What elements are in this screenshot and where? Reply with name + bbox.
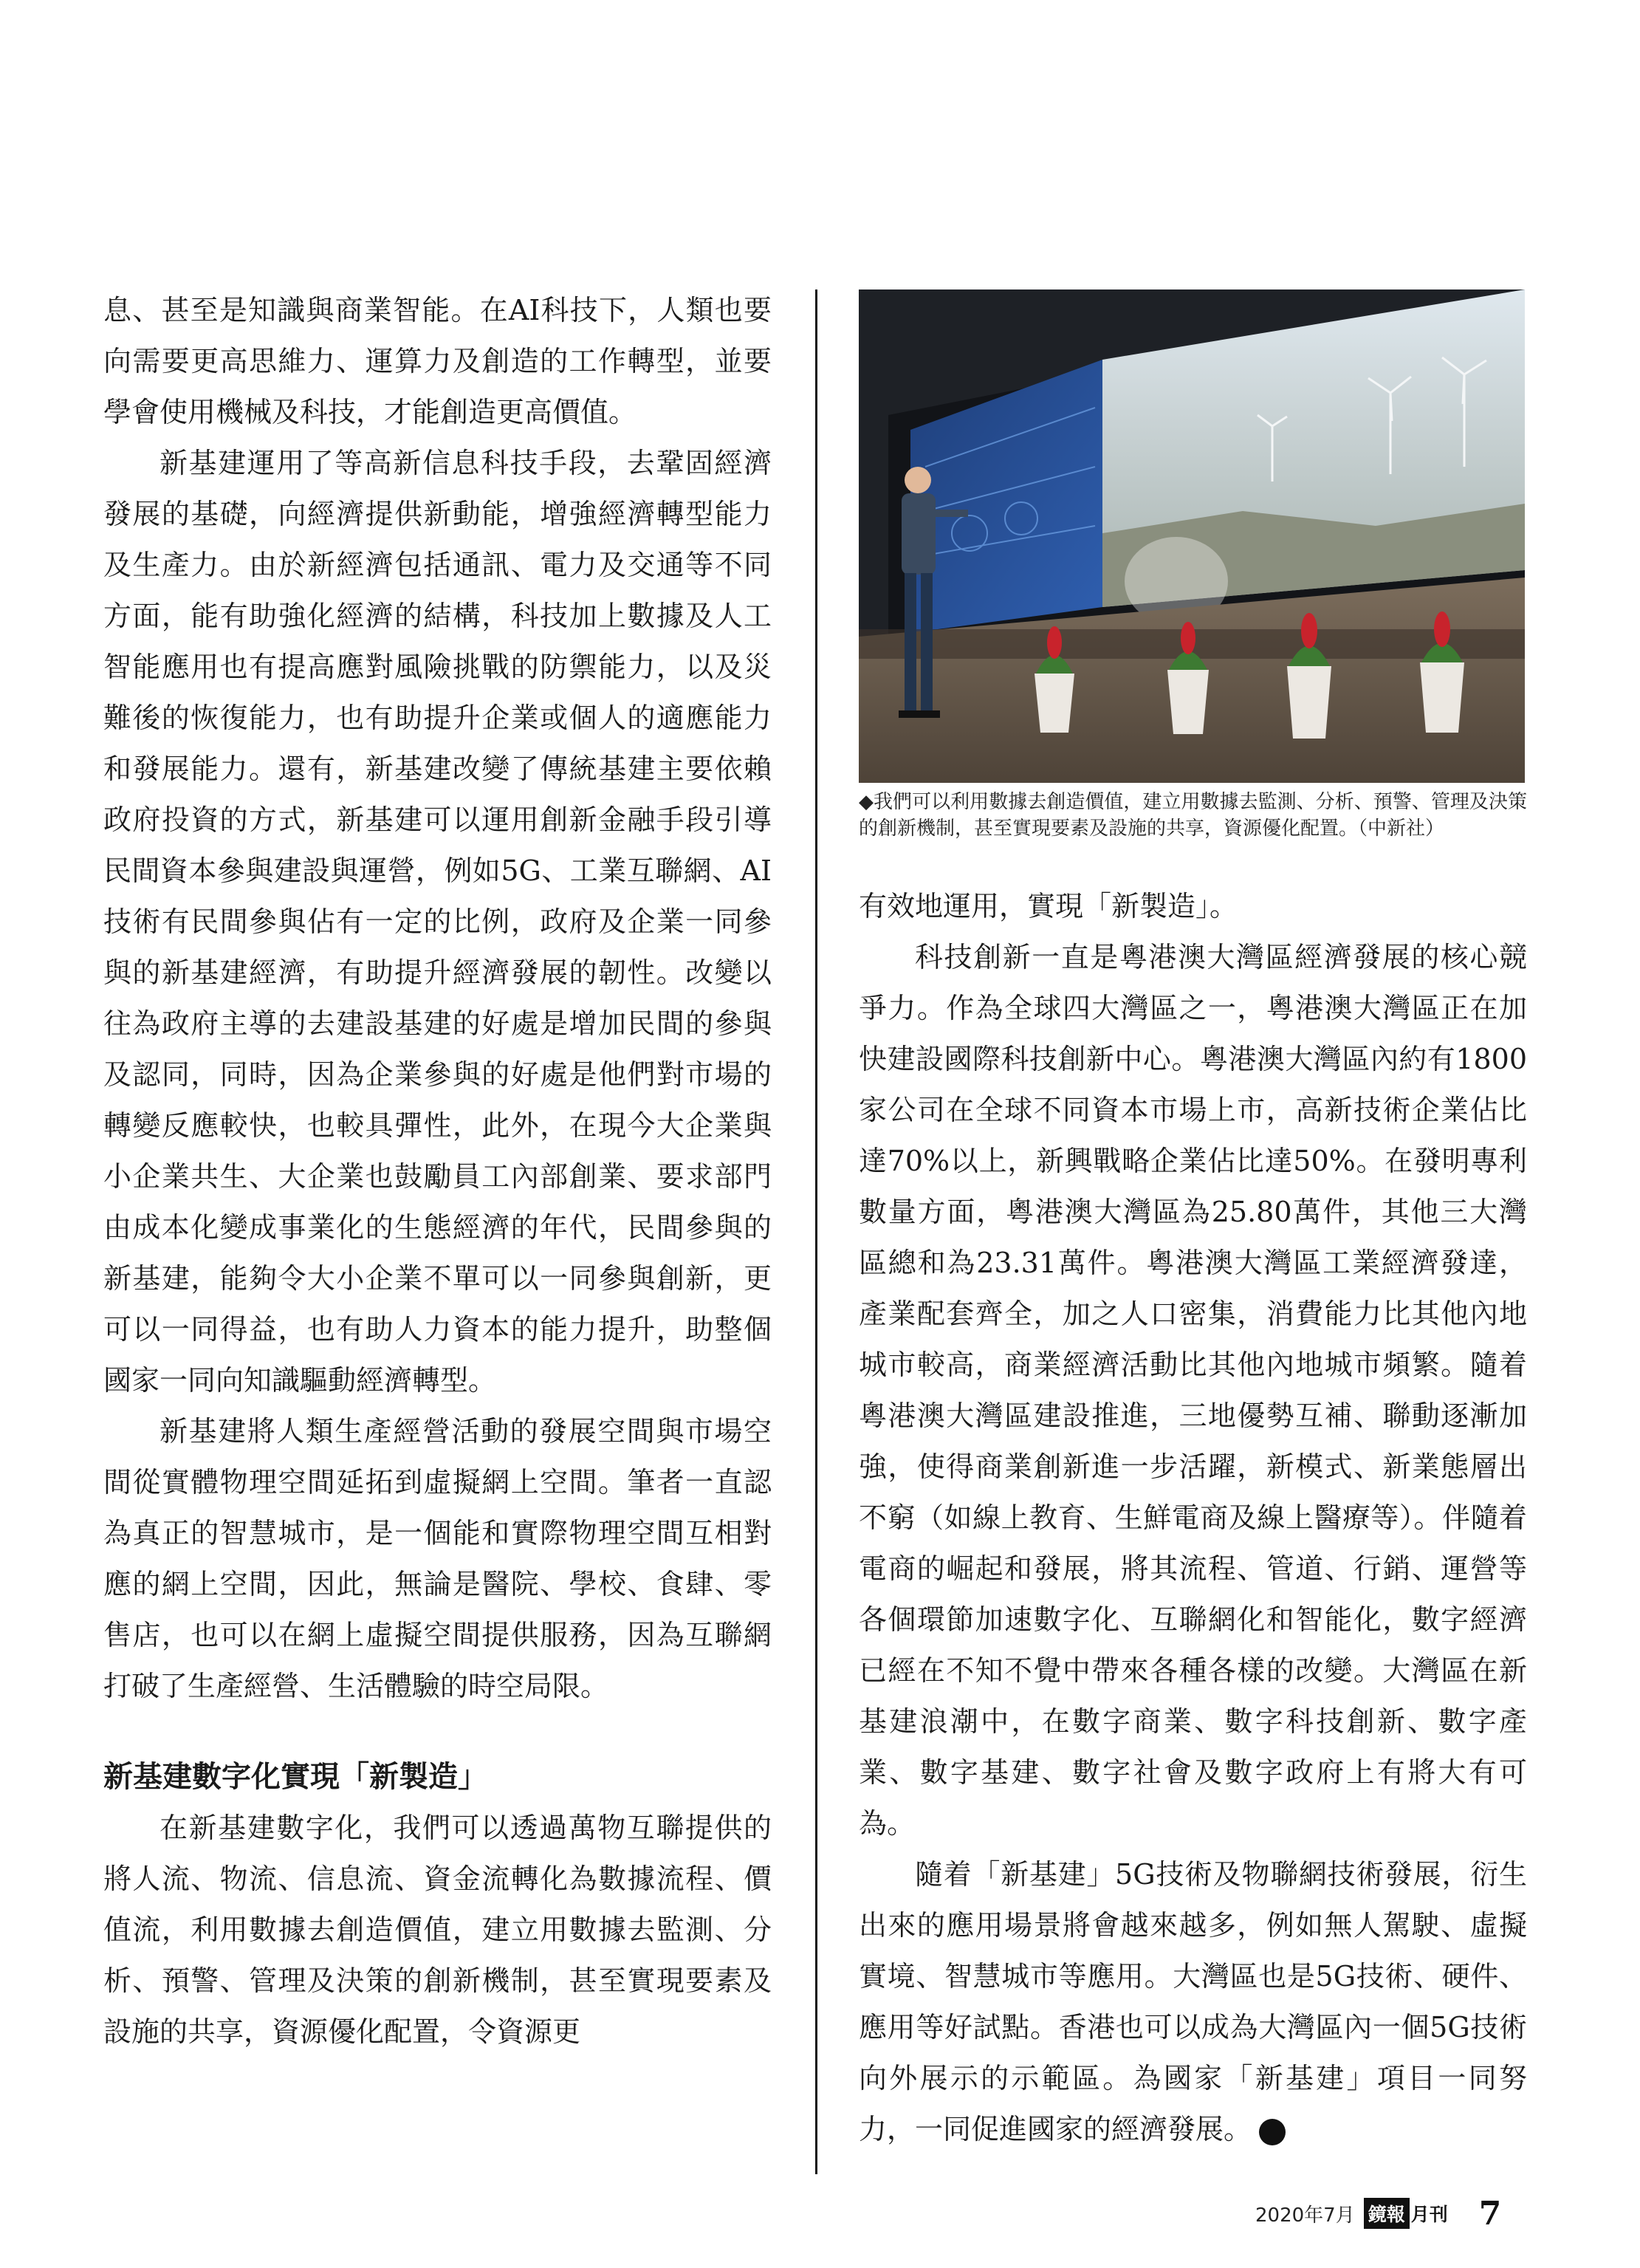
paragraph-5g-text: 隨着「新基建」5G技術及物聯網技術發展，衍生出來的應用場景將會越來越多，例如無人駕駛、虛擬實境、智慧城市等應用。大灣區也是5G技術、硬件、應用等好試點。香港也可以成為大灣區內一個5G技術向外展示的示範區。為國家「新基建」項目一同努力，一同促進國家的經濟發展。 — [859, 1858, 1527, 2145]
left-column — [103, 285, 772, 2058]
issue-date: 2020年7月 — [1255, 2204, 1355, 2227]
photo-caption: ◆我們可以利用數據去創造價值，建立用數據去監測、分析、預警、管理及決策的創新機制，甚至實現要素及設施的共享，資源優化配置。（中新社） — [859, 791, 1527, 840]
paragraph-5g-development — [859, 1849, 1527, 2155]
article-end-mark: 鏡 — [1259, 2119, 1286, 2145]
right-column — [859, 881, 1527, 2155]
magazine-logo — [1364, 2198, 1448, 2229]
page-number: 7 — [1478, 2194, 1502, 2233]
page-footer — [1255, 2195, 1501, 2232]
magazine-logo-text: 月刊 — [1410, 2204, 1448, 2225]
paragraph-greater-bay-area: 科技創新一直是粵港澳大灣區經濟發展的核心競爭力。作為全球四大灣區之一，粵港澳大灣區正在加快建設國際科技創新中心。粵港澳大灣區內約有1800家公司在全球不同資本市場上市，高新技術企業佔比達70%以上，新興戰略企業佔比達50%。在發明專利數量方面，粵港澳大灣區為25.80萬件，其他三大灣區總和為23.31萬件。粵港澳大灣區工業經濟發達，產業配套齊全，加之人口密集，消費能力比其他內地城市較高，商業經濟活動比其他內地城市頻繁。隨着粵港澳大灣區建設推進，三地優勢互補、聯動逐漸加強，使得商業創新進一步活躍，新模式、新業態層出不窮（如線上教育、生鮮電商及線上醫療等）。伴隨着電商的崛起和發展，將其流程、管道、行銷、運營等各個環節加速數字化、互聯網化和智能化，數字經濟已經在不知不覺中帶來各種各樣的改變。大灣區在新基建浪潮中，在數字商業、數字科技創新、數字產業、數字基建、數字社會及數字政府上有將大有可為。 — [859, 941, 1527, 1840]
section-subheading: 新基建數字化實現「新製造」 — [103, 1760, 487, 1794]
paragraph-new-infrastructure: 新基建運用了等高新信息科技手段，去鞏固經濟發展的基礎，向經濟提供新動能，增強經濟轉型能力及生產力。由於新經濟包括通訊、電力及交通等不同方面，能有助強化經濟的結構，科技加上數據及人工智能應用也有提高應對風險挑戰的防禦能力，以及災難後的恢復能力，也有助提升企業或個人的適應能力和發展能力。還有，新基建改變了傳統基建主要依賴政府投資的方式，新基建可以運用創新金融手段引導民間資本參與建設與運營，例如5G、工業互聯網、AI技術有民間參與佔有一定的比例，政府及企業一同參與的新基建經濟，有助提升經濟發展的韌性。改變以往為政府主導的去建設基建的好處是增加民間的參與及認同，同時，因為企業參與的好處是他們對市場的轉變反應較快，也較具彈性，此外，在現今大企業與小企業共生、大企業也鼓勵員工內部創業、要求部門由成本化變成事業化的生態經濟的年代，民間參與的新基建，能夠令大小企業不單可以一同參與創新，更可以一同得益，也有助人力資本的能力提升，助整個國家一同向知識驅動經濟轉型。 — [103, 447, 772, 1397]
magazine-logo-box: 鏡報 — [1364, 2198, 1410, 2229]
paragraph-continued-right: 有效地運用，實現「新製造」。 — [859, 890, 1238, 922]
paragraph-continued: 息、甚至是知識與商業智能。在AI科技下，人類也要向需要更高思維力、運算力及創造的工作轉型，並要學會使用機械及科技，才能創造更高價值。 — [103, 294, 772, 428]
column-divider — [815, 290, 817, 2174]
paragraph-virtual-space: 新基建將人類生產經營活動的發展空間與市場空間從實體物理空間延拓到虛擬網上空間。筆者一直認為真正的智慧城市，是一個能和實際物理空間互相對應的網上空間，因此，無論是醫院、學校、食肆、零售店，也可以在網上虛擬空間提供服務，因為互聯網打破了生產經營、生活體驗的時空局限。 — [103, 1415, 772, 1702]
control-room-photo — [859, 290, 1525, 783]
paragraph-digitalization: 在新基建數字化，我們可以透過萬物互聯提供的將人流、物流、信息流、資金流轉化為數據流程、價值流，利用數據去創造價值，建立用數據去監測、分析、預警、管理及決策的創新機制，甚至實現要素及設施的共享，資源優化配置，令資源更 — [103, 1812, 772, 2048]
